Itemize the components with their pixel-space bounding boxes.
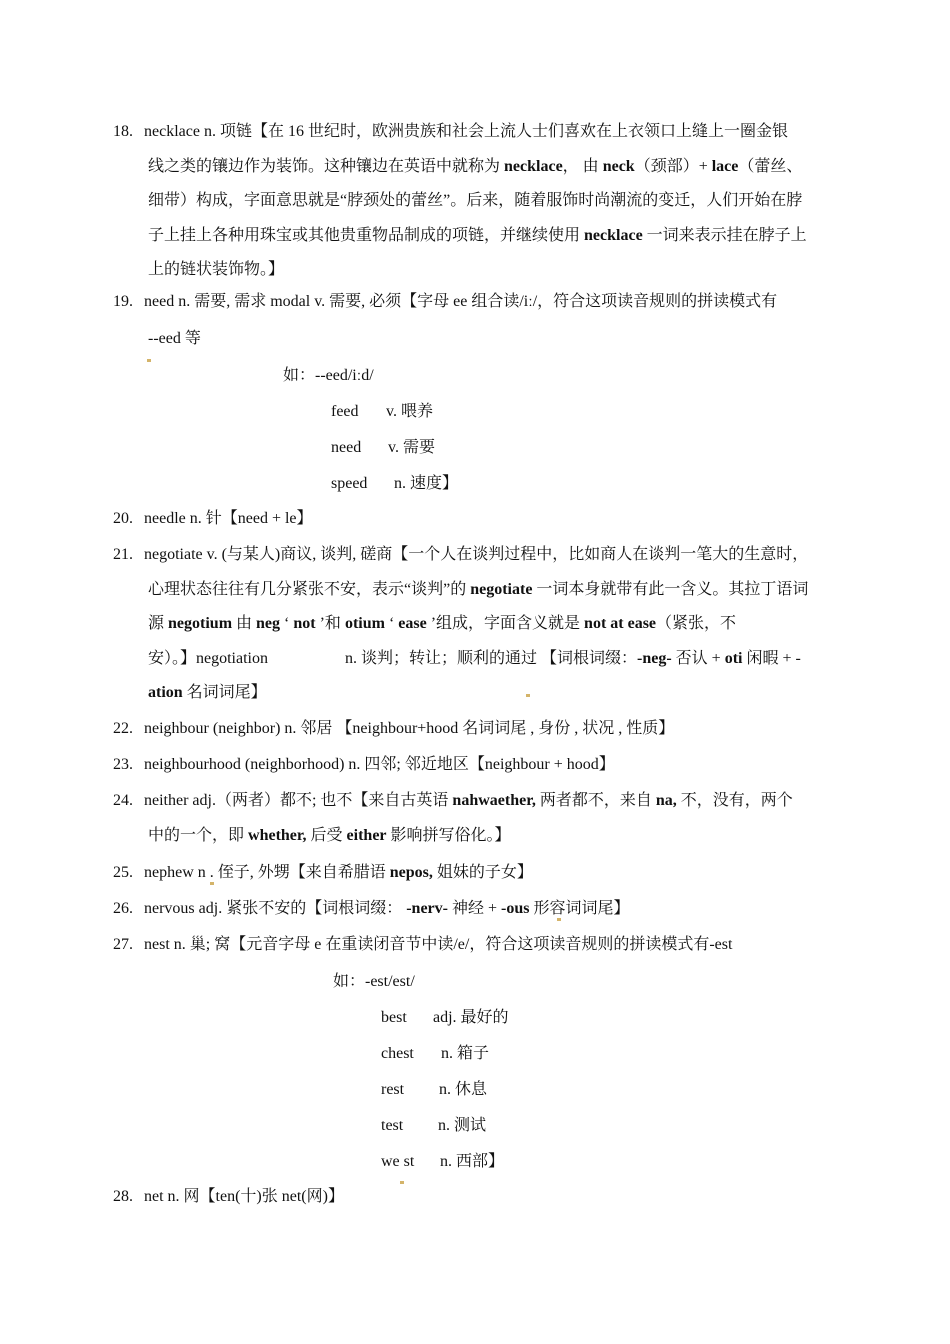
entry-number: 24.	[113, 792, 133, 809]
example-heading: 如：--eed/iːd/	[283, 367, 374, 384]
entry-text: （紧张，不	[656, 615, 737, 633]
entry-text: ’和	[315, 615, 345, 633]
entry-text: neighbour (neighbor) n. 邻居 【neighbour+hood 名词词尾 , 身份 , 状况 , 性质】	[144, 720, 675, 737]
entry-number: 23.	[113, 756, 133, 773]
example-row	[331, 402, 433, 422]
entry-text: 线之类的镶边作为装饰。这种镶边在英语中就称为	[148, 157, 505, 175]
entry-25	[113, 856, 841, 891]
entry-24	[113, 784, 841, 853]
bold-term: nahwaether,	[452, 792, 536, 809]
bold-term: nepos,	[389, 864, 433, 881]
entry-27	[113, 928, 841, 963]
bold-term: neck	[602, 157, 635, 175]
scan-mark	[210, 882, 214, 885]
entry-text: 源	[148, 615, 169, 633]
entry-number: 18.	[113, 123, 133, 140]
example-meaning: adj. 最好的	[433, 1009, 509, 1026]
bold-term: ease	[398, 615, 427, 633]
entry-text: neighbourhood (neighborhood) n. 四邻; 邻近地区【neighbour + hood】	[144, 756, 615, 773]
entry-text: 中的一个，即	[148, 826, 249, 844]
entry-text: needle n. 针【need + le】	[144, 510, 313, 527]
example-meaning: n. 西部】	[440, 1153, 505, 1170]
bold-term: otium	[344, 615, 385, 633]
example-meaning: v. 喂养	[386, 403, 433, 420]
entry-20	[113, 502, 841, 537]
bold-term: necklace	[504, 157, 563, 175]
example-row	[381, 1116, 486, 1136]
example-row	[381, 1044, 489, 1064]
entry-text: 闲暇 + -	[742, 649, 801, 667]
example-word: chest	[381, 1045, 414, 1062]
entry-text: ’组成，字面含义就是	[426, 615, 585, 633]
entry-text: nervous adj. 紧张不安的【词根词缀：	[144, 900, 407, 917]
scan-mark	[147, 359, 151, 362]
example-meaning: n. 休息	[439, 1081, 488, 1098]
example-word: need	[331, 439, 362, 456]
entry-text: ， 由	[562, 157, 603, 175]
entry-text: 心理状态往往有几分紧张不安，表示“谈判”的	[148, 580, 471, 598]
entry-text: ‘	[280, 615, 294, 633]
entry-text: 姐妹的子女】	[432, 864, 533, 881]
bold-term: not at ease	[584, 615, 657, 633]
bold-term: ation	[148, 684, 183, 702]
entry-text: 影响拼写俗化。】	[386, 826, 511, 844]
entry-number: 20.	[113, 510, 133, 527]
example-word: we st	[381, 1153, 415, 1170]
example-meaning: n. 速度】	[394, 475, 459, 492]
entry-text: net n. 网【ten(十)张 net(网)】	[144, 1188, 344, 1205]
entry-number: 22.	[113, 720, 133, 737]
entry-21	[113, 538, 841, 711]
entry-text: 安）。】negotiation	[148, 649, 268, 667]
entry-text: （蕾丝、	[738, 157, 803, 175]
example-row	[381, 1008, 509, 1028]
example-word: rest	[381, 1081, 405, 1098]
entry-text: （颈部）+	[634, 157, 712, 175]
entry-number: 25.	[113, 864, 133, 881]
entry-text: 形容词词尾】	[529, 900, 630, 917]
example-row	[381, 1080, 487, 1100]
example-word: speed	[331, 475, 368, 492]
bold-term: not	[293, 615, 316, 633]
bold-term: -ous	[501, 900, 530, 917]
bold-term: either	[346, 826, 387, 844]
entry-18	[113, 115, 841, 288]
bold-term: negotiate	[470, 580, 533, 598]
example-word: feed	[331, 403, 359, 420]
entry-text: 名词词尾】	[182, 684, 267, 702]
entry-text: nest n. 巢; 窝【元音字母 e 在重读闭音节中读/e/，符合这项读音规则的拼读模式有-est	[144, 936, 733, 953]
entry-number: 26.	[113, 900, 133, 917]
example-row	[381, 1152, 504, 1172]
entry-text: 两者都不，来自	[535, 792, 656, 809]
bold-term: -nerv-	[406, 900, 448, 917]
scan-mark	[400, 1181, 404, 1184]
entry-number: 21.	[113, 546, 133, 563]
entry-text: 一词本身就带有此一含义。其拉丁语词	[532, 580, 809, 598]
bold-term: oti	[724, 649, 743, 667]
entry-text: 细带）构成，字面意思就是“脖颈处的蕾丝”。后来，随着服饰时尚潮流的变迁，人们开始在脖	[148, 192, 803, 210]
entry-26	[113, 892, 841, 927]
entry-text: necklace n. 项链【在 16 世纪时，欧洲贵族和社会上流人士们喜欢在上衣领口上缝上一圈金银	[144, 123, 788, 140]
entry-text: ‘	[384, 615, 399, 633]
entry-number: 19.	[113, 293, 133, 310]
example-meaning: v. 需要	[388, 439, 435, 456]
bold-term: neg	[256, 615, 281, 633]
entry-text: 由	[232, 615, 257, 633]
bold-term: lace	[711, 157, 739, 175]
entry-text: negotiate v. (与某人)商议, 谈判, 磋商【一个人在谈判过程中，比如商人在谈判一笔大的生意时，	[144, 546, 809, 563]
entry-text: 子上挂上各种用珠宝或其他贵重物品制成的项链，并继续使用	[148, 226, 585, 244]
entry-text: neither adj.（两者）都不; 也不【来自古英语	[144, 792, 453, 809]
entry-23	[113, 748, 841, 783]
example-meaning: n. 箱子	[441, 1045, 490, 1062]
bold-term: whether,	[248, 826, 307, 844]
bold-term: -neg-	[637, 649, 672, 667]
example-row	[331, 438, 435, 458]
entry-22	[113, 712, 841, 747]
entry-19	[113, 285, 841, 358]
example-word: test	[381, 1117, 404, 1134]
entry-text: need n. 需要, 需求 modal v. 需要, 必须【字母 ee 组合读/iː/，符合这项读音规则的拼读模式有	[144, 293, 778, 310]
entry-text: 不，没有，两个	[676, 792, 793, 809]
entry-text: 后受	[306, 826, 347, 844]
bold-term: na,	[655, 792, 677, 809]
entry-text: 一词来表示挂在脖子上	[642, 226, 807, 244]
example-heading: 如：-est/est/	[333, 973, 415, 990]
entry-text: 神经 +	[447, 900, 502, 917]
scan-mark	[526, 694, 530, 697]
scan-mark	[557, 918, 561, 921]
entry-text: 上的链状装饰物。】	[148, 261, 285, 279]
entry-text: n. 谈判；转让；顺利的通过 【词根词缀：	[345, 649, 638, 667]
bold-term: negotium	[168, 615, 233, 633]
entry-number: 28.	[113, 1188, 133, 1205]
entry-text: nephew n . 侄子, 外甥【来自希腊语	[144, 864, 390, 881]
bold-term: necklace	[584, 226, 643, 244]
entry-28	[113, 1180, 841, 1215]
entry-text: 否认 +	[671, 649, 725, 667]
example-word: best	[381, 1009, 407, 1026]
example-meaning: n. 测试	[438, 1117, 487, 1134]
entry-text: --eed 等	[148, 329, 201, 347]
entry-number: 27.	[113, 936, 133, 953]
example-row	[331, 474, 458, 494]
